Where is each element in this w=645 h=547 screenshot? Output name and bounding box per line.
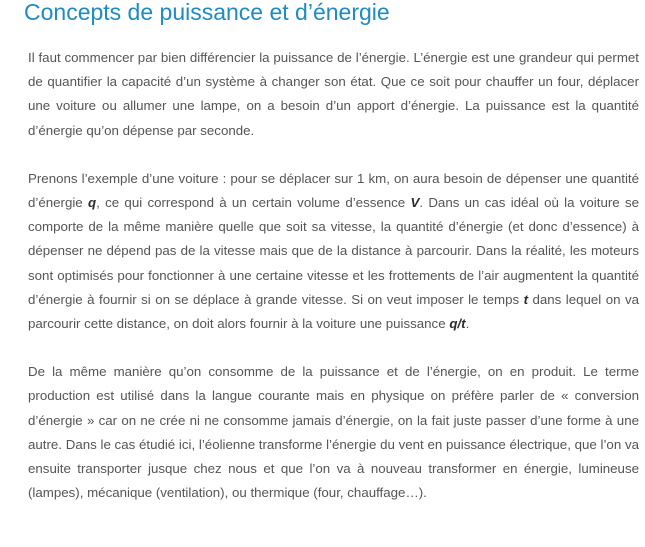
article-body [28,46,639,505]
article-title: Concepts de puissance et d’énergie [24,0,390,25]
variable-v: V [410,195,420,211]
variable-t: t [523,291,529,307]
paragraph-text: De la même manière qu’on consomme de la puissance et de l’énergie, on en produit. Le terme production est utilisé dans la langue courante mais en physique on préfère parler de « conversion d’énergie » car on ne crée ni ne consomme jamais d’énergie, on la fait juste passer d’une forme à une autre. Dans le cas étudié ici, l’éolienne transforme l’énergie du vent en puissance électrique, que l’on va ensuite transporter jusque chez nous et que l’on va à nouveau transformer en énergie, lumineuse (lampes), mécanique (ventilation), ou thermique (four, chauffage…). [28,364,639,501]
paragraph-text: . Dans un cas idéal où la voiture se comporte de la même manière quelle que soit sa vitesse, la quantité d’énergie (et donc d’essence) à dépenser ne dépend pas de la vitesse mais que de la distance à parcourir. Dans la réalité, les moteurs sont optimisés pour fonctionner à une certaine vitesse et les frottements de l’air augmentent la quantité d’énergie à fournir si on se déplace à grande vitesse. Si on veut imposer le temps [28,195,639,307]
paragraph-energy-conversion [28,360,639,505]
paragraph-text: , ce qui correspond à un certain volume d’essence [96,195,411,211]
paragraph-text: dans lequel on va parcourir cette distance, on doit alors fournir à la voiture une puissance [28,291,639,332]
variable-q-over-t: q/t [449,316,466,332]
paragraph-text: Prenons l’exemple d’une voiture : pour se déplacer sur 1 km, on aura besoin de dépenser une quantité d’énergie [28,170,639,211]
paragraph-energy-vs-power [28,46,639,143]
paragraph-car-example [28,167,639,336]
paragraph-text: Il faut commencer par bien différencier la puissance de l’énergie. L’énergie est une grandeur qui permet de quantifier la capacité d’un système à changer son état. Que ce soit pour chauffer un four, déplacer une voiture ou allumer une lampe, on a besoin d’un apport d’énergie. La puissance est la quantité d’énergie qu’on dépense par seconde. [28,50,639,138]
variable-q: q [88,195,97,211]
paragraph-text: . [465,316,470,332]
